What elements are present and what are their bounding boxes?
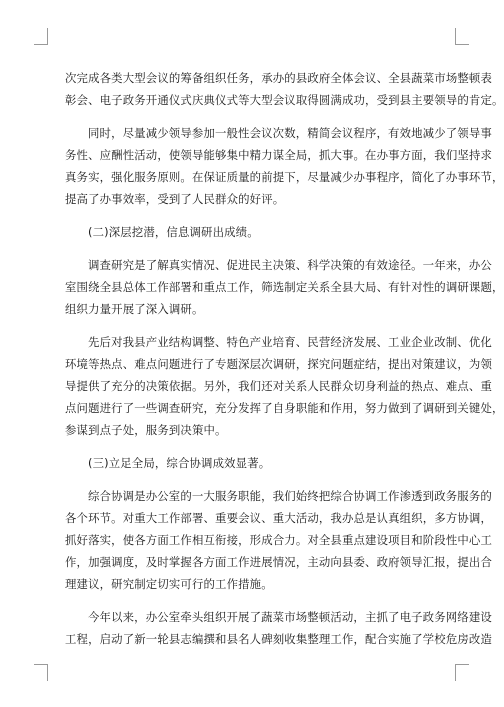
text-line: 彰会、电子政务开通仪式庆典仪式等大型会议取得圆满成功，受到县主要领导的肯定。 [65, 93, 504, 107]
paragraph-p7 [65, 485, 493, 595]
text-line: 组织力量开展了深入调研。 [65, 302, 204, 316]
paragraph-p8 [65, 606, 493, 650]
text-line: 环境等热点、难点问题进行了专题深层次调研，探究问题症结，提出对策建议，为领 [65, 357, 493, 371]
document-body [65, 67, 504, 650]
text-line: 参谋到点子处，服务到决策中。 [65, 423, 227, 437]
paragraph-p3 [65, 221, 443, 243]
text-line: 综合协调是办公室的一大服务职能，我们始终把综合协调工作渗透到政务服务的 [88, 489, 492, 503]
text-line: 各个环节。对重大工作部署、重要会议、重大活动，我办总是认真组织，多方协调， [65, 511, 493, 525]
text-line: 作，加强调度，及时掌握各方面工作进展情况，主动向县委、政府领导汇报，提出合 [65, 555, 493, 569]
text-line: 提高了办事效率，受到了人民群众的好评。 [65, 192, 285, 206]
text-line: 次完成各类大型会议的筹备组织任务，承办的县政府全体会议、全县蔬菜市场整顿表 [65, 71, 493, 85]
text-line: 点问题进行了一些调查研究，充分发挥了自身职能和作用，努力做到了调研到关键处， [65, 401, 504, 415]
crop-mark-top-right [455, 28, 469, 45]
paragraph-p4 [65, 254, 504, 320]
paragraph-gap [65, 595, 443, 606]
paragraph-gap [65, 474, 443, 485]
text-line: 务性、应酬性活动，使领导能够集中精力谋全局，抓大事。在办事方面，我们坚持求 [65, 148, 493, 162]
text-line: 室围绕全县总体工作部署和重点工作，筛选制定关系全县大局、有针对性的调研课题， [65, 280, 504, 294]
text-line: 真务实，强化服务原则。在保证质量的前提下，尽量减少办事程序，简化了办事环节， [65, 170, 504, 184]
paragraph-p2 [65, 122, 504, 210]
text-line: 今年以来，办公室牵头组织开展了蔬菜市场整顿活动，主抓了电子政务网络建设 [88, 610, 492, 624]
paragraph-gap [65, 441, 443, 452]
paragraph-p5 [65, 331, 504, 441]
text-line: 先后对我县产业结构调整、特色产业培育、民营经济发展、工业企业改制、优化 [88, 335, 492, 349]
text-line: 理建议，研究制定切实可行的工作措施。 [65, 577, 273, 591]
text-line: 抓好落实，使各方面工作相互衔接，形成合力。对全县重点建设项目和阶段性中心工 [65, 533, 493, 547]
paragraph-gap [65, 320, 443, 331]
text-line: (二)深层挖潜，信息调研出成绩。 [88, 225, 259, 239]
text-line: 导提供了充分的决策依据。另外，我们还对关系人民群众切身利益的热点、难点、重 [65, 379, 493, 393]
text-line: 调查研究是了解真实情况、促进民主决策、科学决策的有效途径。一年来，办公 [88, 258, 492, 272]
paragraph-gap [65, 243, 443, 254]
crop-mark-top-left [34, 28, 48, 45]
crop-mark-bottom-right [455, 664, 469, 681]
paragraph-gap [65, 111, 443, 122]
text-line: 工程，启动了新一轮县志编撰和县名人碑刻收集整理工作，配合实施了学校危房改造 [65, 632, 493, 646]
crop-mark-bottom-left [34, 664, 48, 681]
paragraph-p6 [65, 452, 443, 474]
paragraph-gap [65, 210, 443, 221]
paragraph-p1 [65, 67, 504, 111]
text-line: (三)立足全局，综合协调成效显著。 [88, 456, 271, 470]
text-line: 同时，尽量减少领导参加一般性会议次数，精简会议程序，有效地减少了领导事 [88, 126, 492, 140]
